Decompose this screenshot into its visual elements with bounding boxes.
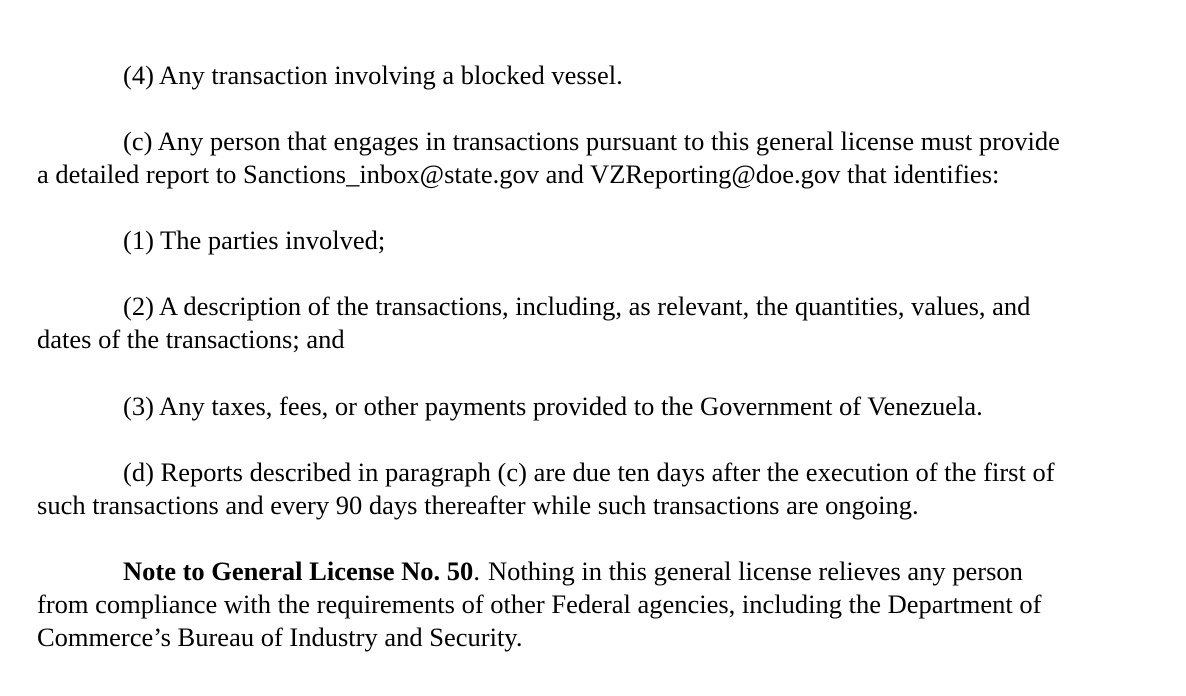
note-line-1-text: Nothing in this general license relieves any person (487, 556, 1023, 586)
note-heading: Note to General License No. 50 (123, 556, 474, 586)
item-3-text: (3) Any taxes, fees, or other payments provided to the Government of Venezuela. (123, 391, 983, 421)
note-paragraph (37, 555, 1152, 654)
note-heading-punctuation: . (473, 556, 480, 586)
paragraph-d-line-1: (d) Reports described in paragraph (c) are due ten days after the execution of the first of (123, 457, 1055, 487)
item-1-text: (1) The parties involved; (123, 225, 386, 255)
item-3-paragraph (37, 390, 1152, 423)
paragraph-c (37, 125, 1152, 191)
paragraph-d (37, 456, 1152, 522)
item-2-paragraph (37, 290, 1152, 356)
item-1-paragraph (37, 224, 1152, 257)
note-line-1 (123, 556, 1023, 586)
item-4-text: (4) Any transaction involving a blocked vessel. (123, 60, 623, 90)
note-line-2: from compliance with the requirements of other Federal agencies, including the Department of (37, 589, 1042, 619)
item-4-paragraph (37, 59, 1152, 92)
paragraph-c-line-2: a detailed report to Sanctions_inbox@state.gov and VZReporting@doe.gov that identifies: (37, 159, 1000, 189)
paragraph-d-line-2: such transactions and every 90 days thereafter while such transactions are ongoing. (37, 490, 919, 520)
item-2-line-1: (2) A description of the transactions, including, as relevant, the quantities, values, and (123, 291, 1031, 321)
item-2-line-2: dates of the transactions; and (37, 324, 345, 354)
note-line-3: Commerce’s Bureau of Industry and Security. (37, 622, 523, 652)
paragraph-c-line-1: (c) Any person that engages in transactions pursuant to this general license must provide (123, 126, 1060, 156)
